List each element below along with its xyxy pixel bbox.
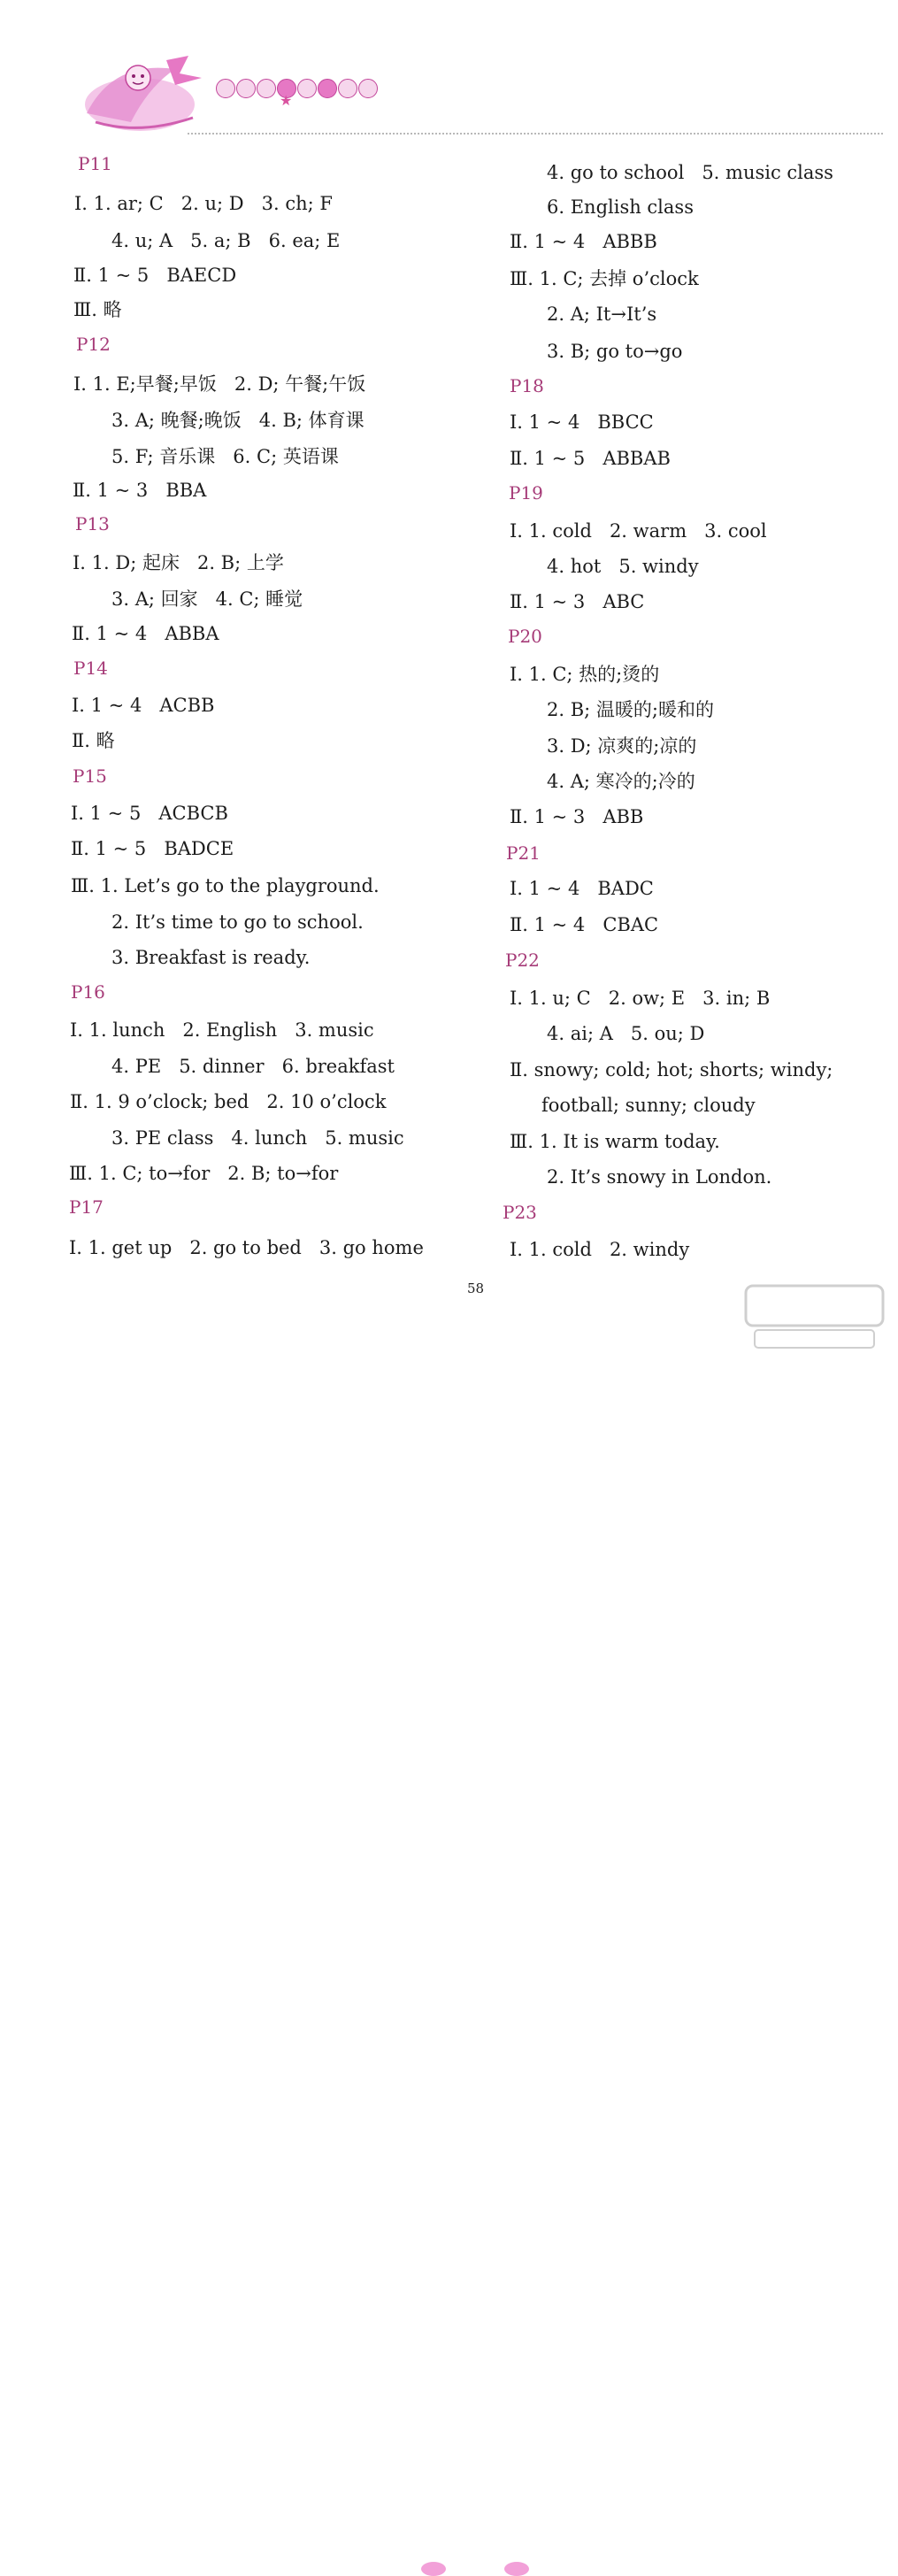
answer-line: Ⅱ. 1 ~ 4 CBAC	[510, 914, 659, 935]
title-badge	[358, 79, 378, 98]
answer-line: Ⅰ. 1 ~ 4 BBCC	[510, 411, 654, 433]
answer-line: 4. A; 寒冷的;冷的	[547, 771, 695, 792]
page-number: 58	[467, 1280, 485, 1296]
answer-line: Ⅰ. 1. get up 2. go to bed 3. go home	[69, 1237, 424, 1258]
answer-line: Ⅱ. 1 ~ 3 ABC	[510, 591, 645, 612]
page-reference-label: P11	[78, 153, 112, 174]
answer-line: Ⅱ. 1. 9 o’clock; bed 2. 10 o’clock	[70, 1091, 387, 1112]
answer-line: Ⅱ. 略	[72, 730, 115, 751]
page-reference-label: P15	[73, 765, 107, 787]
answer-line: 4. hot 5. windy	[547, 556, 699, 577]
answer-line: Ⅱ. 1 ~ 5 BAECD	[73, 265, 237, 286]
series-title-badges	[216, 71, 379, 106]
page-reference-label: P16	[71, 981, 105, 1003]
page-reference-label: P23	[503, 1202, 537, 1223]
watermark-logo-icon	[741, 1281, 887, 1352]
title-badge	[297, 79, 317, 98]
page-reference-label: P14	[73, 657, 108, 679]
answer-line: 3. A; 回家 4. C; 睡觉	[111, 588, 303, 610]
title-badge	[257, 79, 276, 98]
page-reference-label: P12	[76, 334, 111, 355]
answer-line: Ⅱ. 1 ~ 3 ABB	[510, 806, 644, 827]
title-badge	[236, 79, 256, 98]
answer-line: Ⅰ. 1. C; 热的;烫的	[510, 664, 660, 685]
answer-line: Ⅲ. 1. C; 去掉 o’clock	[510, 268, 699, 289]
answer-line: Ⅰ. 1. u; C 2. ow; E 3. in; B	[510, 988, 771, 1009]
page-reference-label: P18	[510, 375, 544, 396]
answer-line: 4. u; A 5. a; B 6. ea; E	[111, 230, 341, 251]
fish-decoration-icon	[421, 2562, 446, 2576]
page-reference-label: P20	[508, 626, 542, 647]
title-badge	[318, 79, 337, 98]
answer-line: Ⅰ. 1 ~ 4 ACBB	[72, 695, 215, 716]
page-reference-label: P17	[69, 1196, 104, 1218]
fish-decoration-icon	[504, 2562, 529, 2576]
answer-line: 3. D; 凉爽的;凉的	[547, 735, 697, 757]
answer-line: 4. go to school 5. music class	[547, 162, 833, 183]
answer-line: 5. F; 音乐课 6. C; 英语课	[111, 446, 339, 467]
header-divider	[188, 133, 883, 135]
answer-line: Ⅰ. 1 ~ 4 BADC	[510, 878, 654, 899]
answer-line: 4. PE 5. dinner 6. breakfast	[111, 1056, 395, 1077]
answer-line: Ⅰ. 1. D; 起床 2. B; 上学	[73, 552, 284, 573]
answer-line: Ⅰ. 1. E;早餐;早饭 2. D; 午餐;午饭	[73, 373, 366, 395]
page-reference-label: P13	[75, 513, 110, 534]
answer-line: 2. It’s time to go to school.	[111, 911, 364, 933]
cartoon-logo-icon	[78, 51, 206, 135]
answer-line: Ⅲ. 略	[73, 299, 122, 320]
answer-line: 2. It’s snowy in London.	[547, 1166, 772, 1188]
answer-line: Ⅰ. 1. cold 2. warm 3. cool	[510, 520, 767, 542]
answer-line: Ⅰ. 1. lunch 2. English 3. music	[70, 1019, 374, 1041]
answer-line: Ⅲ. 1. C; to→for 2. B; to→for	[69, 1163, 339, 1184]
answer-line: 6. English class	[547, 196, 694, 218]
page-reference-label: P21	[506, 842, 541, 864]
page-header	[0, 0, 898, 142]
answer-line: Ⅲ. 1. It is warm today.	[510, 1131, 720, 1152]
page-reference-label: P19	[509, 482, 543, 504]
answer-line: 4. ai; A 5. ou; D	[547, 1023, 705, 1044]
answer-line: Ⅱ. 1 ~ 5 BADCE	[71, 838, 234, 859]
answer-line: Ⅲ. 1. Let’s go to the playground.	[71, 875, 380, 896]
answer-line: football; sunny; cloudy	[541, 1095, 756, 1116]
answer-line: Ⅱ. 1 ~ 3 BBA	[73, 480, 207, 501]
page-reference-label: P22	[505, 950, 540, 971]
answer-line: 3. B; go to→go	[547, 341, 683, 362]
answer-line: Ⅰ. 1 ~ 5 ACBCB	[71, 803, 228, 824]
answer-line: 2. B; 温暖的;暖和的	[547, 699, 714, 720]
title-badge	[216, 79, 235, 98]
answer-line: 3. PE class 4. lunch 5. music	[111, 1127, 404, 1149]
star-icon: ★	[280, 92, 293, 109]
answer-line: 3. A; 晚餐;晚饭 4. B; 体育课	[111, 410, 365, 431]
answer-line: Ⅱ. snowy; cold; hot; shorts; windy;	[510, 1059, 833, 1080]
answer-line: Ⅱ. 1 ~ 4 ABBB	[510, 231, 657, 252]
answer-line: Ⅱ. 1 ~ 5 ABBAB	[510, 448, 671, 469]
answer-line: 3. Breakfast is ready.	[111, 947, 311, 968]
answer-line: Ⅰ. 1. cold 2. windy	[510, 1239, 690, 1260]
answer-line: Ⅱ. 1 ~ 4 ABBA	[72, 623, 219, 644]
answer-line: 2. A; It→It’s	[547, 304, 657, 325]
title-badge	[338, 79, 357, 98]
answer-line: Ⅰ. 1. ar; C 2. u; D 3. ch; F	[74, 193, 333, 214]
